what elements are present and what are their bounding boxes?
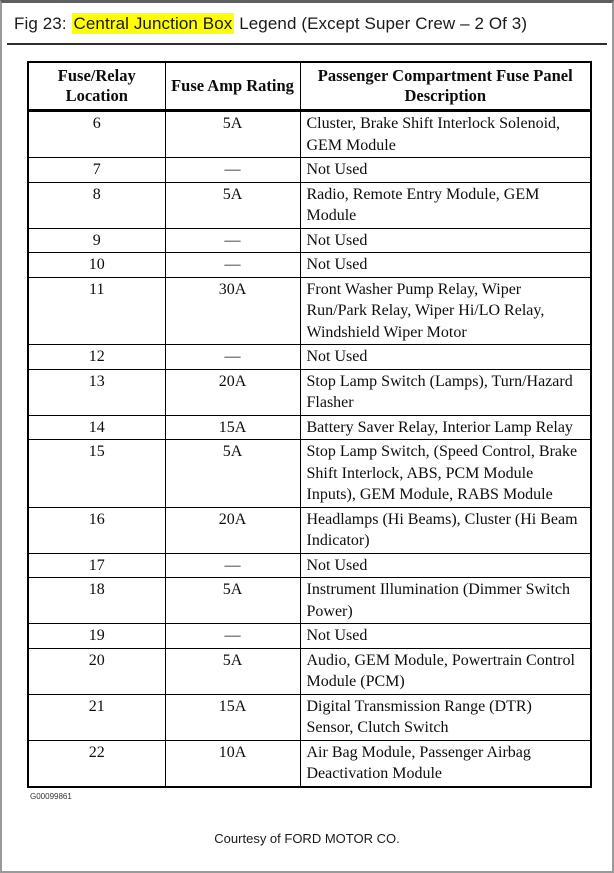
col-header-description: Passenger Compartment Fuse Panel Description bbox=[300, 62, 591, 111]
table-row bbox=[28, 624, 591, 649]
figure-title-prefix: Fig 23: bbox=[14, 14, 72, 33]
fuse-rating-cell: 10A bbox=[165, 740, 300, 787]
fuse-description-cell: Cluster, Brake Shift Interlock Solenoid, GEM Module bbox=[300, 111, 591, 158]
fuse-description-cell: Not Used bbox=[300, 624, 591, 649]
fuse-rating-cell: — bbox=[165, 228, 300, 253]
fuse-rating-cell: — bbox=[165, 553, 300, 578]
fuse-location-cell: 7 bbox=[28, 158, 165, 183]
table-row bbox=[28, 345, 591, 370]
table-row bbox=[28, 369, 591, 415]
fuse-location-cell: 18 bbox=[28, 578, 165, 624]
table-row bbox=[28, 158, 591, 183]
table-row bbox=[28, 253, 591, 278]
fuse-rating-cell: 20A bbox=[165, 507, 300, 553]
fuse-location-cell: 19 bbox=[28, 624, 165, 649]
fuse-location-cell: 8 bbox=[28, 182, 165, 228]
fuse-location-cell: 21 bbox=[28, 694, 165, 740]
figure-title bbox=[2, 3, 612, 43]
table-row bbox=[28, 578, 591, 624]
fuse-rating-cell: — bbox=[165, 345, 300, 370]
table-row bbox=[28, 648, 591, 694]
fuse-location-cell: 13 bbox=[28, 369, 165, 415]
table-row bbox=[28, 228, 591, 253]
table-header-row bbox=[28, 62, 591, 111]
fuse-description-cell: Not Used bbox=[300, 228, 591, 253]
fuse-table bbox=[27, 61, 592, 788]
col-header-amp-rating: Fuse Amp Rating bbox=[165, 62, 300, 111]
fuse-description-cell: Audio, GEM Module, Powertrain Control Module (PCM) bbox=[300, 648, 591, 694]
fuse-location-cell: 12 bbox=[28, 345, 165, 370]
fuse-description-cell: Not Used bbox=[300, 253, 591, 278]
fuse-rating-cell: — bbox=[165, 158, 300, 183]
fuse-location-cell: 14 bbox=[28, 415, 165, 440]
table-row bbox=[28, 182, 591, 228]
title-divider bbox=[7, 43, 607, 45]
fuse-location-cell: 20 bbox=[28, 648, 165, 694]
fuse-rating-cell: 5A bbox=[165, 111, 300, 158]
fuse-description-cell: Stop Lamp Switch, (Speed Control, Brake Shift Interlock, ABS, PCM Module Inputs), GEM Module, RABS Module bbox=[300, 440, 591, 508]
fuse-description-cell: Front Washer Pump Relay, Wiper Run/Park Relay, Wiper Hi/LO Relay, Windshield Wiper Motor bbox=[300, 277, 591, 345]
fuse-description-cell: Headlamps (Hi Beams), Cluster (Hi Beam Indicator) bbox=[300, 507, 591, 553]
fuse-description-cell: Digital Transmission Range (DTR) Sensor, Clutch Switch bbox=[300, 694, 591, 740]
table-row bbox=[28, 415, 591, 440]
table-row bbox=[28, 507, 591, 553]
fuse-location-cell: 15 bbox=[28, 440, 165, 508]
fuse-description-cell: Radio, Remote Entry Module, GEM Module bbox=[300, 182, 591, 228]
figure-title-highlight: Central Junction Box bbox=[73, 14, 233, 33]
figure-title-suffix: Legend (Except Super Crew – 2 Of 3) bbox=[234, 14, 528, 33]
table-row bbox=[28, 740, 591, 787]
fuse-description-cell: Instrument Illumination (Dimmer Switch Power) bbox=[300, 578, 591, 624]
fuse-rating-cell: 5A bbox=[165, 578, 300, 624]
fuse-rating-cell: — bbox=[165, 253, 300, 278]
fuse-rating-cell: 5A bbox=[165, 182, 300, 228]
fuse-rating-cell: 5A bbox=[165, 440, 300, 508]
fuse-rating-cell: 30A bbox=[165, 277, 300, 345]
fuse-rating-cell: 20A bbox=[165, 369, 300, 415]
fuse-description-cell: Not Used bbox=[300, 553, 591, 578]
table-row bbox=[28, 694, 591, 740]
fuse-rating-cell: — bbox=[165, 624, 300, 649]
fuse-description-cell: Not Used bbox=[300, 158, 591, 183]
fuse-description-cell: Stop Lamp Switch (Lamps), Turn/Hazard Flasher bbox=[300, 369, 591, 415]
fuse-rating-cell: 15A bbox=[165, 415, 300, 440]
fuse-rating-cell: 5A bbox=[165, 648, 300, 694]
fuse-description-cell: Air Bag Module, Passenger Airbag Deactivation Module bbox=[300, 740, 591, 787]
col-header-fuse-location: Fuse/Relay Location bbox=[28, 62, 165, 111]
fuse-location-cell: 10 bbox=[28, 253, 165, 278]
fuse-location-cell: 16 bbox=[28, 507, 165, 553]
fuse-location-cell: 22 bbox=[28, 740, 165, 787]
fuse-description-cell: Not Used bbox=[300, 345, 591, 370]
courtesy-line: Courtesy of FORD MOTOR CO. bbox=[214, 830, 400, 846]
fuse-rating-cell: 15A bbox=[165, 694, 300, 740]
fuse-location-cell: 9 bbox=[28, 228, 165, 253]
figure-code: G00099861 bbox=[30, 791, 72, 801]
table-row bbox=[28, 553, 591, 578]
fuse-description-cell: Battery Saver Relay, Interior Lamp Relay bbox=[300, 415, 591, 440]
fuse-location-cell: 11 bbox=[28, 277, 165, 345]
table-row bbox=[28, 111, 591, 158]
table-row bbox=[28, 277, 591, 345]
fuse-location-cell: 6 bbox=[28, 111, 165, 158]
table-row bbox=[28, 440, 591, 508]
fuse-location-cell: 17 bbox=[28, 553, 165, 578]
